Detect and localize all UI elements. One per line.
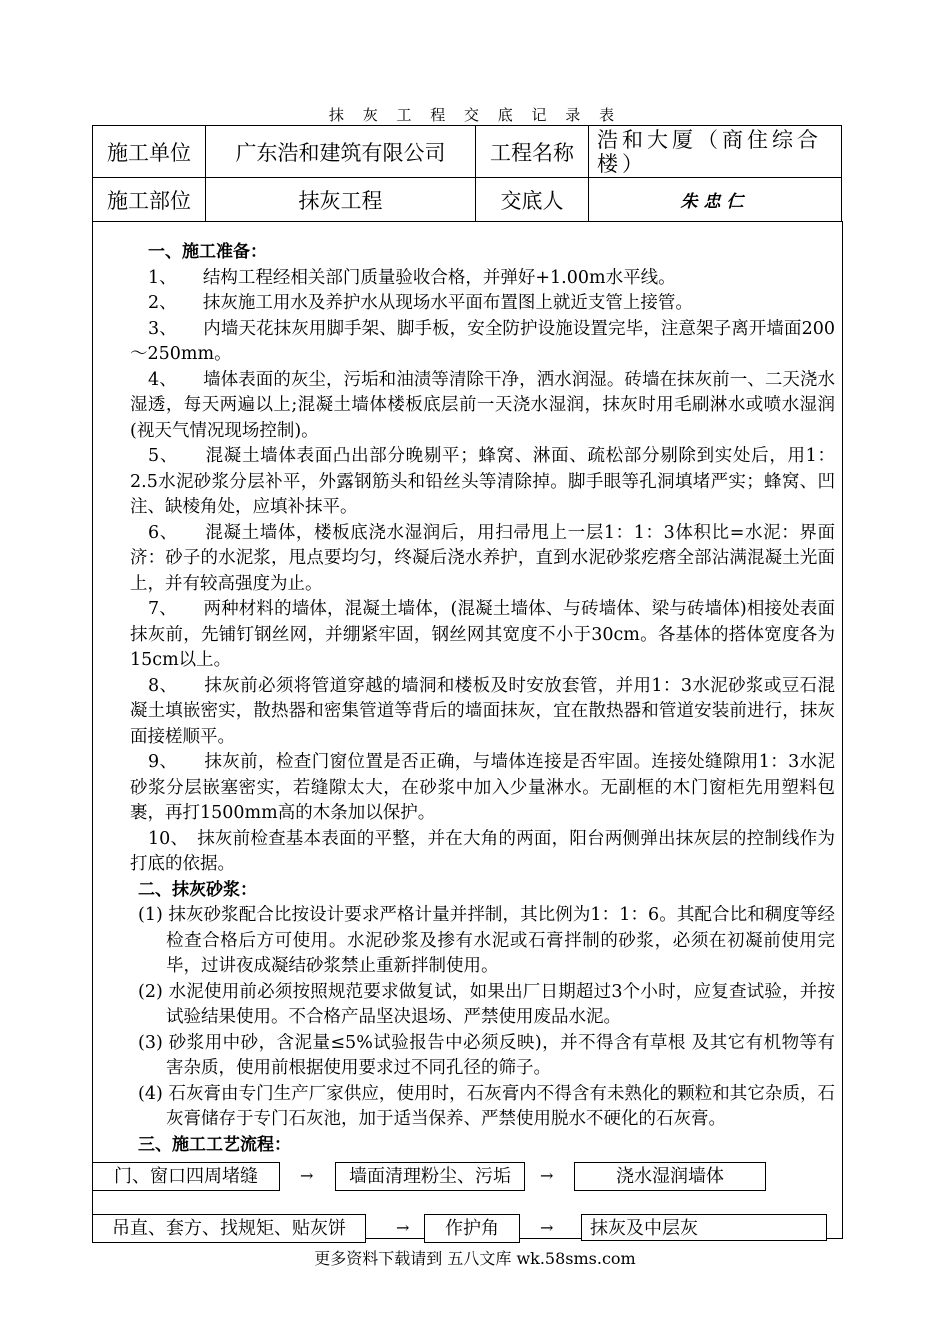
section1-item: 6、 混凝土墙体，楼板底浇水湿润后，用扫帚甩上一层1：1：3体积比=水泥：界面济：砂子的水泥浆，甩点要均匀，终凝后浇水养护，直到水泥砂浆疙瘩全部沾满混凝土光面上，并有较高强度为止。: [130, 522, 835, 594]
flow-arrow: →: [300, 1166, 314, 1185]
section1-heading: 一、施工准备：: [148, 242, 267, 262]
section1-item: 1、 结构工程经相关部门质量验收合格，并弹好+1.00m水平线。: [148, 267, 676, 288]
project-value: 浩和大厦（商住综合楼）: [589, 126, 842, 178]
section1-item: 8、 抹灰前必须将管道穿越的墙洞和楼板及时安放套管，并用1：3水泥砂浆或豆石混凝土填嵌密实，散热器和密集管道等背后的墙面抹灰，宜在散热器和管道安装前进行，抹灰面接槎顺平。: [130, 675, 835, 747]
person-label: 交底人: [476, 178, 589, 222]
flow-arrow: →: [540, 1166, 554, 1185]
flow-step: 抹灰及中层灰: [581, 1214, 827, 1241]
flow-step: 墙面清理粉尘、污垢: [335, 1162, 525, 1191]
flow-step: 作护角: [424, 1214, 520, 1243]
section1-item: 2、 抹灰施工用水及养护水从现场水平面布置图上就近支管上接管。: [148, 293, 693, 313]
part-label: 施工部位: [93, 178, 206, 222]
unit-label: 施工单位: [93, 126, 206, 178]
section3-heading: 三、施工工艺流程：: [138, 1134, 291, 1155]
section2-item: (4) 石灰膏由专门生产厂家供应，使用时，石灰膏内不得含有未熟化的颗粒和其它杂质，石灰膏储存于专门石灰池，加于适当保养、严禁使用脱水不硬化的石灰膏。: [138, 1083, 835, 1129]
flow-arrow: →: [540, 1218, 554, 1237]
section1-item: 3、 内墙天花抹灰用脚手架、脚手板，安全防护设施设置完毕，注意架子离开墙面200～250mm。: [130, 318, 835, 364]
section1-item: 4、 墙体表面的灰尘，污垢和油渍等清除干净，洒水润湿。砖墙在抹灰前一、二天浇水湿透，每天两遍以上;混凝土墙体楼板底层前一天浇水湿润，抹灰时用毛刷淋水或喷水湿润(视天气情况现场控制)。: [130, 369, 835, 441]
section1-item: 5、 混凝土墙体表面凸出部分晚剔平；蜂窝、淋面、疏松部分剔除到实处后，用1：2.5水泥砂浆分层补平，外露钢筋头和铅丝头等清除掉。脚手眼等孔洞填堵严实；蜂窝、凹注、缺棱角处，应填补抹平。: [130, 446, 835, 517]
header-table: [92, 125, 842, 222]
flow-step: 门、窗口四周堵缝: [92, 1162, 280, 1191]
signature: 朱忠仁: [680, 192, 750, 212]
section1-item: 10、 抹灰前检查基本表面的平整，并在大角的两面，阳台两侧弹出抹灰层的控制线作为打底的依据。: [130, 828, 835, 874]
flow-arrow: →: [396, 1218, 410, 1237]
section1-item: 7、 两种材料的墙体，混凝土墙体，(混凝土墙体、与砖墙体、梁与砖墙体)相接处表面抹灰前，先铺钉钢丝网，并绷紧牢固，钢丝网其宽度不小于30cm。各基体的搭体宽度各为15cm以上。: [130, 599, 835, 670]
section1-item: 9、 抹灰前，检查门窗位置是否正确，与墙体连接是否牢固。连接处缝隙用1：3水泥砂浆分层嵌塞密实，若缝隙太大，在砂浆中加入少量淋水。无副框的木门窗柜先用塑料包裹，再打1500mm高的木条加以保护。: [130, 752, 835, 823]
flow-step: 吊直、套方、找规矩、贴灰饼: [92, 1214, 366, 1243]
part-value: 抹灰工程: [206, 178, 476, 222]
flow-step: 浇水湿润墙体: [574, 1162, 766, 1191]
footer-note: 更多资料下载请到 五八文库 wk.58sms.com: [314, 1249, 636, 1268]
project-label: 工程名称: [476, 126, 589, 178]
section2-heading: 二、抹灰砂浆：: [138, 879, 257, 900]
section2-item: (2) 水泥使用前必须按照规范要求做复试，如果出厂日期超过3个小时，应复查试验，并按试验结果使用。不合格产品坚决退场、严禁使用废品水泥。: [138, 981, 835, 1027]
section2-item: (3) 砂浆用中砂，含泥量≤5%试验报告中必须反映)，并不得含有草根 及其它有机物等有害杂质，使用前根据使用要求过不同孔径的筛子。: [138, 1032, 835, 1078]
section2-item: (1) 抹灰砂浆配合比按设计要求严格计量并拌制，其比例为1：1：6。其配合比和稠度等经检查合格后方可使用。水泥砂浆及掺有水泥或石膏拌制的砂浆，必须在初凝前使用完毕，过讲夜成凝结砂浆禁止重新拌制使用。: [138, 905, 835, 976]
unit-value: 广东浩和建筑有限公司: [206, 126, 476, 178]
content-text: [130, 240, 835, 1158]
document-title: 抹 灰 工 程 交 底 记 录 表: [328, 106, 622, 124]
